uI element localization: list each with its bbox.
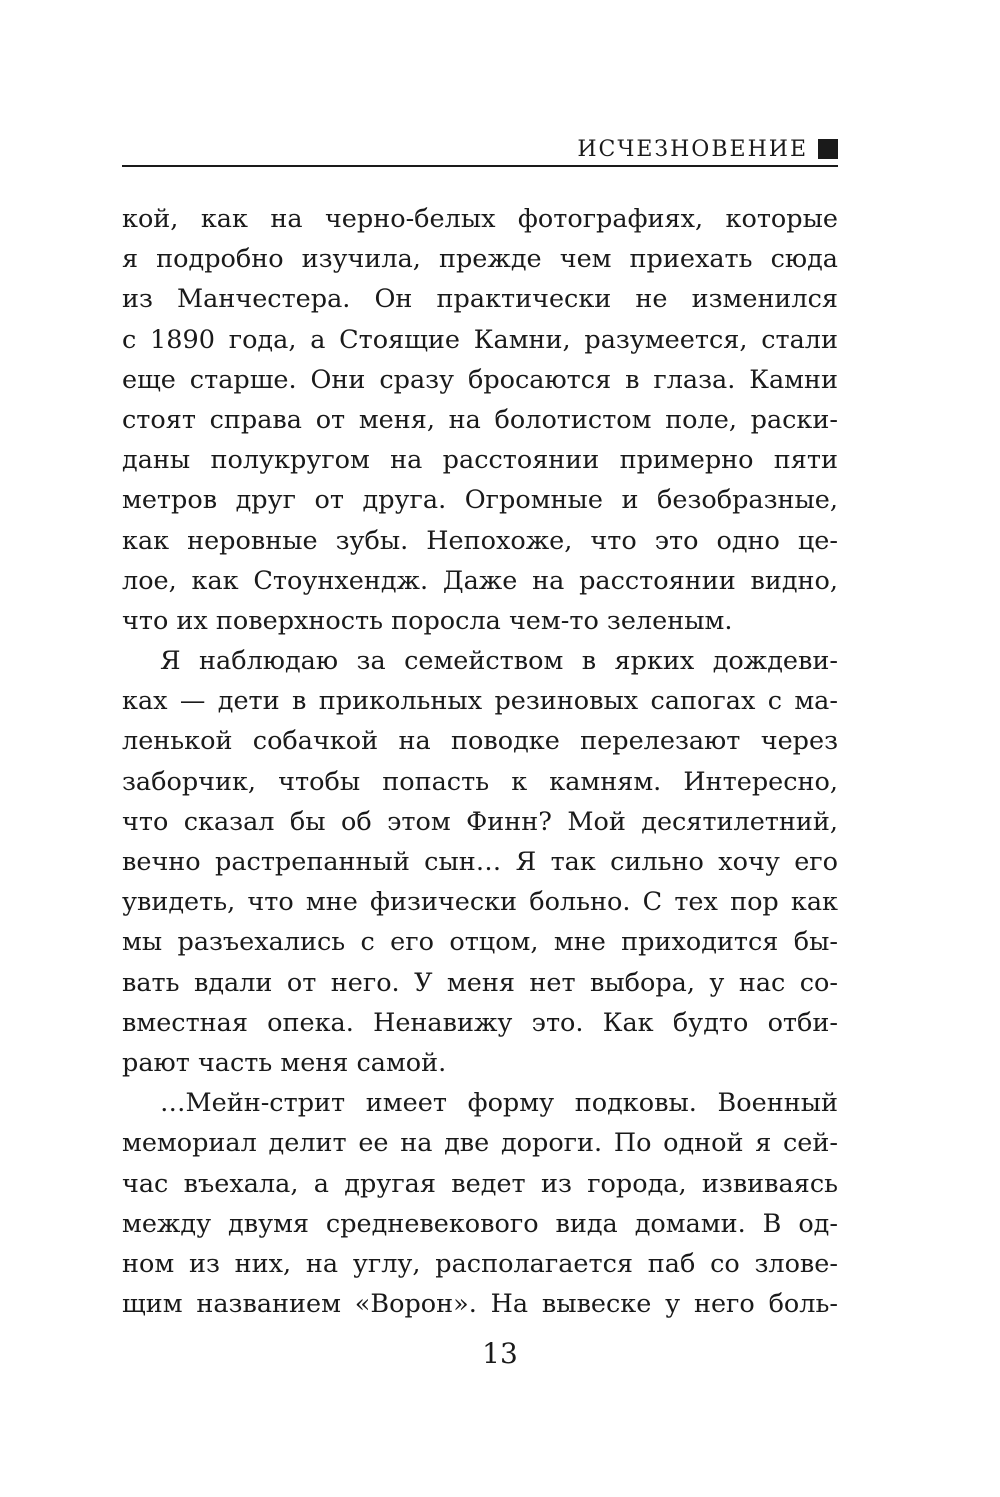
running-header-title: ИСЧЕЗНОВЕНИЕ [577,136,808,162]
text-line: вместная опека. Ненавижу это. Как будто отби- [122,1007,838,1038]
text-line: …Мейн-стрит имеет форму подковы. Военный [160,1088,838,1119]
text-line: кой, как на черно-белых фотографиях, которые [122,204,838,234]
text-line: щим названием «Ворон». На вывеске у него боль- [122,1289,838,1320]
text-line: заборчик, чтобы попасть к камням. Интересно, [122,766,838,797]
page-number: 13 [482,1337,518,1370]
text-line: с 1890 года, а Стоящие Камни, разумеется, стали [122,324,838,355]
text-line: Я наблюдаю за семейством в ярких дождеви- [160,646,838,677]
text-line: увидеть, что мне физически больно. С тех пор как [122,887,838,918]
text-line: даны полукругом на расстоянии примерно пяти [122,445,838,476]
text-line: ках — дети в прикольных резиновых сапогах с ма- [122,686,838,717]
header-square-icon [818,139,838,159]
text-line: час въехала, а другая ведет из города, извиваясь [122,1168,838,1199]
text-line: как неровные зубы. Непохоже, что это одно це- [122,525,838,556]
body-text [122,199,838,1324]
text-line: ленькой собачкой на поводке перелезают через [122,726,838,757]
text-line: рают часть меня самой. [122,1047,447,1078]
text-line: еще старше. Они сразу бросаются в глаза. Камни [122,364,838,395]
text-line: стоят справа от меня, на болотистом поле, раски- [122,404,838,435]
text-line: мы разъехались с его отцом, мне приходится бы- [122,927,838,958]
text-line: ном из них, на углу, располагается паб со злове- [122,1248,838,1279]
text-line: между двумя средневекового вида домами. В од- [122,1208,838,1239]
text-line: я подробно изучила, прежде чем приехать сюда [122,244,838,275]
text-line: метров друг от друга. Огромные и безобразные, [122,485,838,516]
text-line: вать вдали от него. У меня нет выбора, у нас со- [122,967,838,998]
text-line: вечно растрепанный сын… Я так сильно хочу его [122,847,838,877]
text-line: из Манчестера. Он практически не изменился [122,284,838,315]
text-line: мемориал делит ее на две дороги. По одной я сей- [122,1128,838,1159]
text-line: что сказал бы об этом Финн? Мой десятилетний, [122,806,838,837]
text-line: лое, как Стоунхендж. Даже на расстоянии видно, [122,565,838,596]
running-header [122,133,838,167]
text-line: что их поверхность поросла чем-то зеленым. [122,605,733,636]
